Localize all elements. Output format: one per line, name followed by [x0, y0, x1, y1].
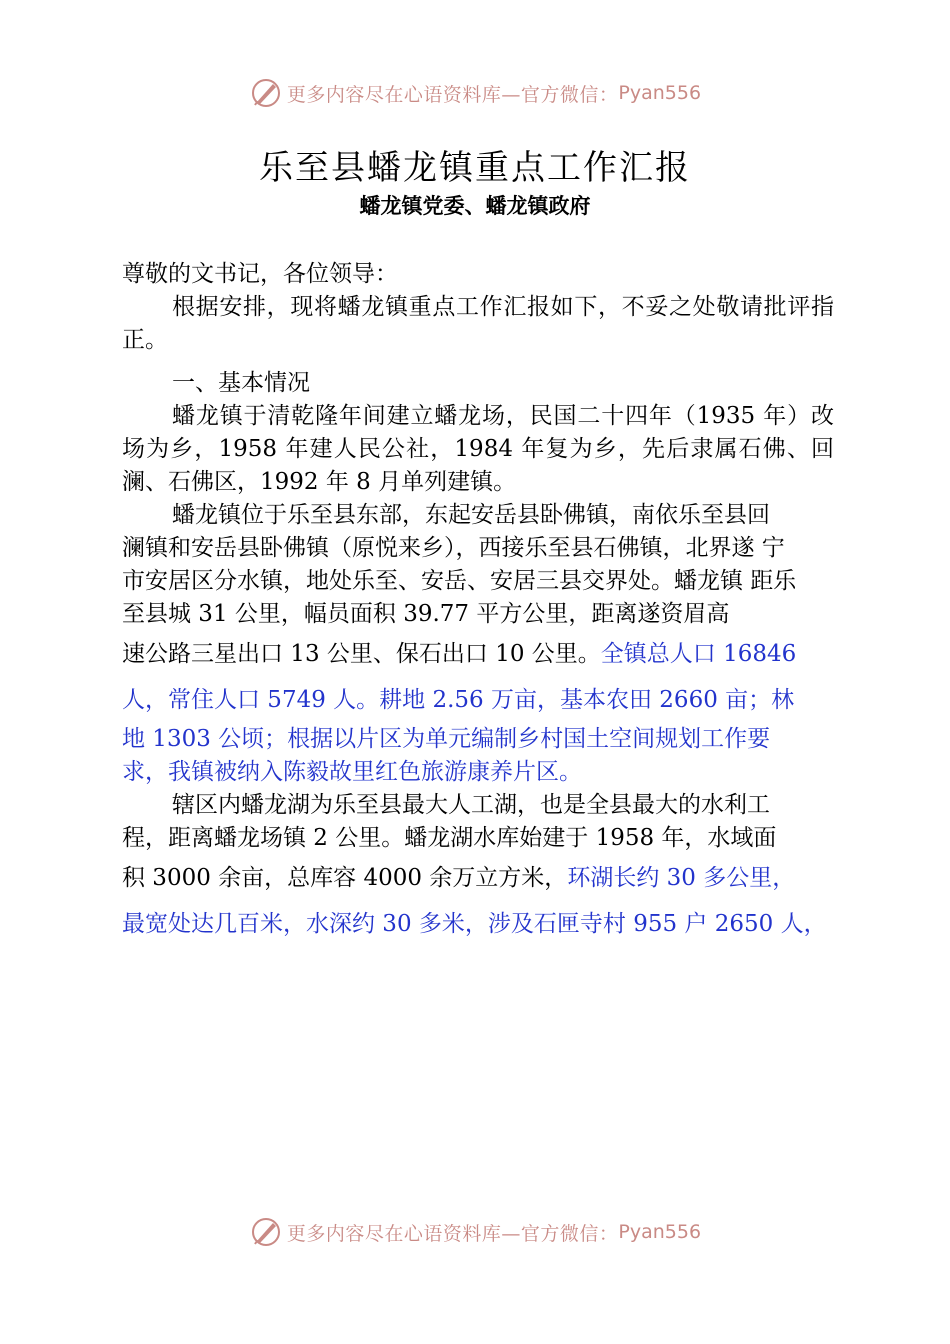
section-heading: 一、基本情况 [172, 370, 310, 396]
text-segment: 速公路三星出口 13 公里、保石出口 10 公里。 [122, 641, 601, 667]
text-line: 蟠龙镇位于乐至县东部，东起安岳县卧佛镇，南依乐至县回 [172, 502, 770, 528]
highlight-text: 最宽处达几百米，水深约 30 多米，涉及石匣寺村 955 户 2650 人， [122, 911, 827, 937]
watermark-banner-bottom [0, 1212, 950, 1252]
pen-logo-icon [249, 1215, 283, 1249]
watermark-wechat: Pyan556 [618, 82, 702, 104]
text-line: 至县城 31 公里，幅员面积 39.77 平方公里，距离遂资眉高 [122, 601, 730, 627]
text-segment: 积 3000 余亩，总库容 4000 余万立方米， [122, 865, 568, 891]
text-line [122, 855, 834, 901]
text-line: 辖区内蟠龙湖为乐至县最大人工湖，也是全县最大的水利工 [172, 792, 770, 818]
document-subtitle: 蟠龙镇党委、蟠龙镇政府 [359, 194, 591, 218]
text-line: 市安居区分水镇，地处乐至、安岳、安居三县交界处。蟠龙镇 距乐 [122, 568, 797, 594]
watermark-wechat: Pyan556 [618, 1221, 702, 1243]
highlight-text: 人，常住人口 5749 人。耕地 2.56 万亩，基本农田 2660 亩；林 [122, 687, 795, 713]
text-line: 澜镇和安岳县卧佛镇（原悦来乡），西接乐至县石佛镇，北界遂 宁 [122, 535, 785, 561]
watermark-text: 更多内容尽在心语资料库—官方微信： [286, 1222, 619, 1245]
highlight-text: 全镇总人口 16846 [600, 641, 797, 667]
history-paragraph: 蟠龙镇于清乾隆年间建立蟠龙场，民国二十四年（1935 年）改场为乡，1958 年建人民公社，1984 年复为乡，先后隶属石佛、回澜、石佛区，1992 年 8 月单列建镇。 [122, 403, 834, 495]
location-paragraph [122, 499, 834, 789]
pen-logo-icon [249, 76, 283, 110]
document-title: 乐至县蟠龙镇重点工作汇报 [259, 148, 691, 188]
salutation: 尊敬的文书记，各位领导： [122, 261, 398, 287]
text-line [122, 631, 834, 677]
watermark-banner-top [0, 73, 950, 113]
highlight-text: 地 1303 公顷；根据以片区为单元编制乡村国土空间规划工作要 [122, 726, 771, 752]
document-body [122, 258, 834, 947]
highlight-text: 环湖长约 30 多公里， [567, 865, 796, 891]
lake-paragraph [122, 789, 834, 947]
highlight-text: 求，我镇被纳入陈毅故里红色旅游康养片区。 [122, 759, 582, 785]
watermark-text: 更多内容尽在心语资料库—官方微信： [286, 83, 619, 106]
intro-paragraph: 根据安排，现将蟠龙镇重点工作汇报如下，不妥之处敬请批评指正。 [122, 294, 834, 353]
text-line: 程，距离蟠龙场镇 2 公里。蟠龙湖水库始建于 1958 年，水域面 [122, 825, 777, 851]
